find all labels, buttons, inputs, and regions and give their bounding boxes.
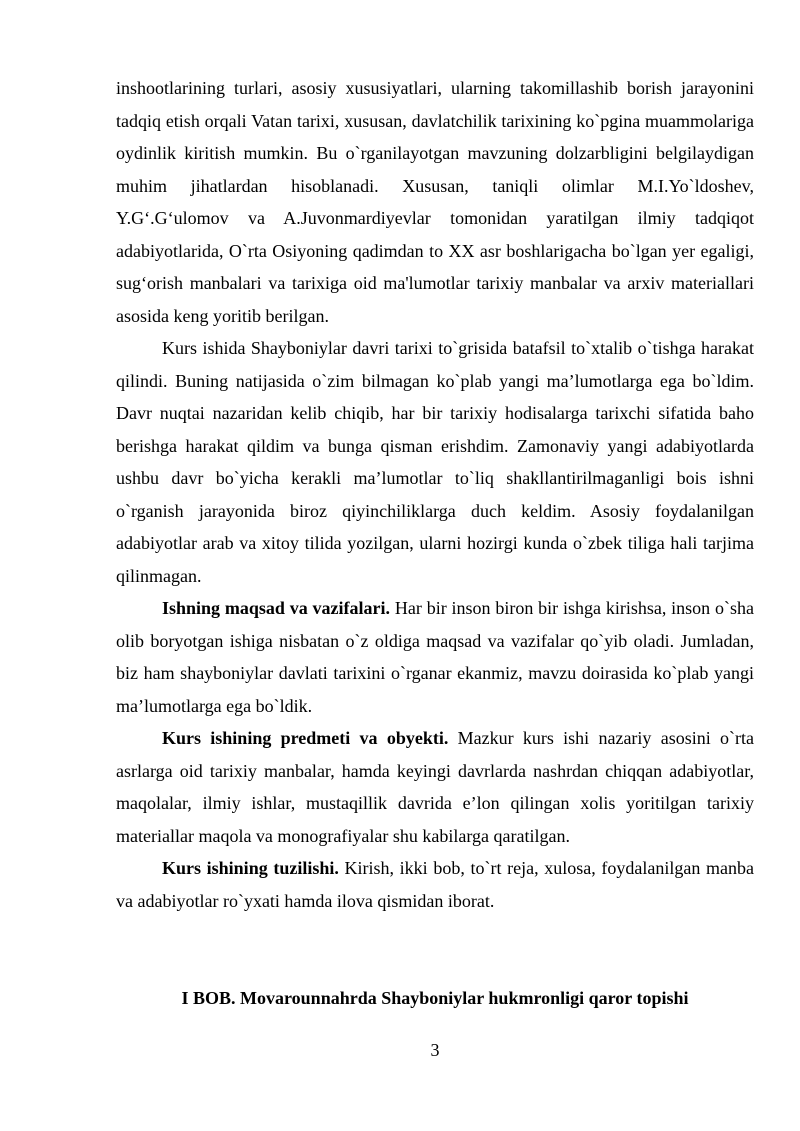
- paragraph-goals: [116, 592, 754, 722]
- page-number: 3: [430, 1040, 440, 1060]
- goals-text: Har bir inson biron bir ishga kirishsa, inson o`sha olib boryotgan ishiga nisbatan o`z oldiga maqsad va vazifalar qo`yib oladi. Jumladan, biz ham shayboniylar davlati tarixini o`rganar ekanmiz, mavzu doirasida ko`plab yangi ma’lumotlarga ega bo`ldik.: [116, 598, 754, 716]
- subject-object-heading: Kurs ishining predmeti va obyekti.: [162, 728, 449, 748]
- body-text: [116, 72, 754, 917]
- subject-object-text: Mazkur kurs ishi nazariy asosini o`rta asrlarga oid tarixiy manbalar, hamda keyingi davrlarda nashrdan chiqqan adabiyotlar, maqolalar, ilmiy ishlar, mustaqillik davrida e’lon qilingan xolis yoritilgan tarixiy materiallar maqola va monografiyalar shu kabilarga qaratilgan.: [116, 728, 754, 846]
- paragraph-structure: [116, 852, 754, 917]
- chapter-title: I BOB. Movarounnahrda Shayboniylar hukmronligi qaror topishi: [181, 988, 689, 1008]
- paragraph-subject-object: [116, 722, 754, 852]
- paragraph-course-work: Kurs ishida Shayboniylar davri tarixi to`grisida batafsil to`xtalib o`tishga harakat qilindi. Buning natijasida o`zim bilmagan ko`plab yangi ma’lumotlarga ega bo`ldim. Davr nuqtai nazaridan kelib chiqib, har bir tarixiy hodisalarga tarixchi sifatida baho berishga harakat qildim va bunga qisman erishdim. Zamonaviy yangi adabiyotlarda ushbu davr bo`yicha kerakli ma’lumotlar to`liq shakllantirilmaganligi bois ishni o`rganish jarayonida biroz qiyinchiliklarga duch keldim. Asosiy foydalanilgan adabiyotlar arab va xitoy tilida yozilgan, ularni hozirgi kunda o`zbek tiliga hali tarjima qilinmagan.: [116, 338, 754, 586]
- structure-text: Kirish, ikki bob, to`rt reja, xulosa, foydalanilgan manba va adabiyotlar ro`yxati hamda ilova qismidan iborat.: [116, 858, 755, 911]
- goals-heading: Ishning maqsad va vazifalari.: [162, 598, 391, 618]
- structure-heading: Kurs ishining tuzilishi.: [162, 858, 339, 878]
- paragraph-intro-continuation: inshootlarining turlari, asosiy xususiyatlari, ularning takomillashib borish jarayonini tadqiq etish orqali Vatan tarixi, xususan, davlatchilik tarixining ko`pgina muammolariga oydinlik kiritish mumkin. Bu o`rganilayotgan mavzuning dolzarbligini belgilaydigan muhim jihatlardan hisoblanadi. Xususan, taniqli olimlar M.I.Yo`ldoshev, Y.G‘.G‘ulomov va A.Juvonmardiyevlar tomonidan yaratilgan ilmiy tadqiqot adabiyotlarida, O`rta Osiyoning qadimdan to XX asr boshlarigacha bo`lgan yer egaligi, sug‘orish manbalari va tarixiga oid ma'lumotlar tarixiy manbalar va arxiv materiallari asosida keng yoritib berilgan.: [116, 78, 754, 326]
